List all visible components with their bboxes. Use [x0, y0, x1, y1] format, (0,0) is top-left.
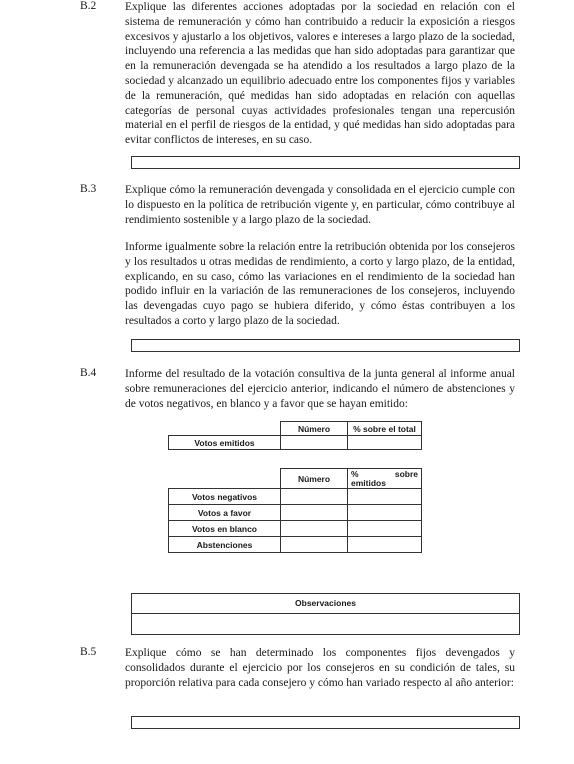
section-code-b2: B.2 [80, 0, 97, 12]
row-label-votos-en-blanco: Votos en blanco [169, 521, 281, 537]
observations-box [131, 593, 520, 635]
b3-answer-box[interactable] [131, 339, 520, 352]
b5-answer-box[interactable] [131, 716, 520, 729]
row-label-votos-negativos: Votos negativos [169, 489, 281, 505]
pct-emitidos: emitidos [351, 477, 386, 488]
section-code-b4: B.4 [80, 367, 97, 379]
section-b3-text-1: Explique cómo la remuneración devengada y consolidada en el ejercicio cumple con lo dispuesto en la política de retribución vigente y, en particular, cómo contribuye al rendimiento sostenible y a largo plazo de la sociedad. [125, 184, 515, 226]
votos-emitidos-number-cell[interactable] [281, 436, 348, 450]
votos-a-favor-percent-cell[interactable] [348, 505, 422, 521]
row-label-abstenciones: Abstenciones [169, 537, 281, 553]
votos-en-blanco-percent-cell[interactable] [348, 521, 422, 537]
observations-content[interactable] [132, 614, 519, 635]
observations-title: Observaciones [132, 594, 519, 614]
col-header-number: Número [281, 469, 348, 489]
blank-cell [169, 469, 281, 489]
col-header-percent-emitidos [348, 469, 422, 489]
pct-symbol: % [351, 468, 359, 479]
section-b5-text: Explique cómo se han determinado los componentes fijos devengados y consolidados durante el ejercicio por los consejeros en su condición de tales, su proporción relativa para cada consejero y cómo han variado respecto al año anterior: [125, 647, 515, 689]
votos-en-blanco-number-cell[interactable] [281, 521, 348, 537]
votes-emitted-table [168, 421, 422, 450]
abstenciones-percent-cell[interactable] [348, 537, 422, 553]
pct-sobre: sobre [394, 468, 418, 479]
row-label-votos-a-favor: Votos a favor [169, 505, 281, 521]
section-code-b5: B.5 [80, 646, 97, 658]
votes-breakdown-table [168, 468, 422, 553]
row-label-votos-emitidos: Votos emitidos [169, 436, 281, 450]
section-code-b3: B.3 [80, 183, 97, 195]
votos-negativos-percent-cell[interactable] [348, 489, 422, 505]
section-b3-text-2: Informe igualmente sobre la relación entre la retribución obtenida por los consejeros y los resultados u otras medidas de rendimiento, a corto y largo plazo, de la entidad, explicando, en su caso, cómo las variaciones en el rendimiento de la sociedad han podido influir en la variación de las remuneraciones de los consejeros, incluyendo las devengadas cuyo pago se hubiera diferido, y cómo éstas contribuyen a los resultados a corto y largo plazo de la sociedad. [125, 241, 515, 327]
votos-negativos-number-cell[interactable] [281, 489, 348, 505]
abstenciones-number-cell[interactable] [281, 537, 348, 553]
blank-cell [169, 422, 281, 436]
section-b4-text: Informe del resultado de la votación consultiva de la junta general al informe anual sobre remuneraciones del ejercicio anterior, indicando el número de abstenciones y de votos negativos, en blanco y a favor que se hayan emitido: [125, 368, 515, 410]
votos-a-favor-number-cell[interactable] [281, 505, 348, 521]
votos-emitidos-percent-cell[interactable] [348, 436, 422, 450]
section-b2-text: Explique las diferentes acciones adoptadas por la sociedad en relación con el sistema de remuneración y cómo han contribuido a reducir la exposición a riesgos excesivos y ajustarlo a los objetivos, valores e intereses a largo plazo de la sociedad, incluyendo una referencia a las medidas que han sido adoptadas para garantizar que en la remuneración devengada se ha atendido a los resultados a largo plazo de la sociedad y alcanzado un equilibrio adecuado entre los componentes fijos y variables de la remuneración, qué medidas han sido adoptadas en relación con aquellas categorías de personal cuyas actividades profesionales tengan una repercusión material en el perfil de riesgos de la entidad, y qué medidas han sido adoptadas para evitar conflictos de intereses, en su caso. [125, 1, 515, 147]
b2-answer-box[interactable] [131, 156, 520, 169]
col-header-number: Número [281, 422, 348, 436]
col-header-percent: % sobre el total [348, 422, 422, 436]
